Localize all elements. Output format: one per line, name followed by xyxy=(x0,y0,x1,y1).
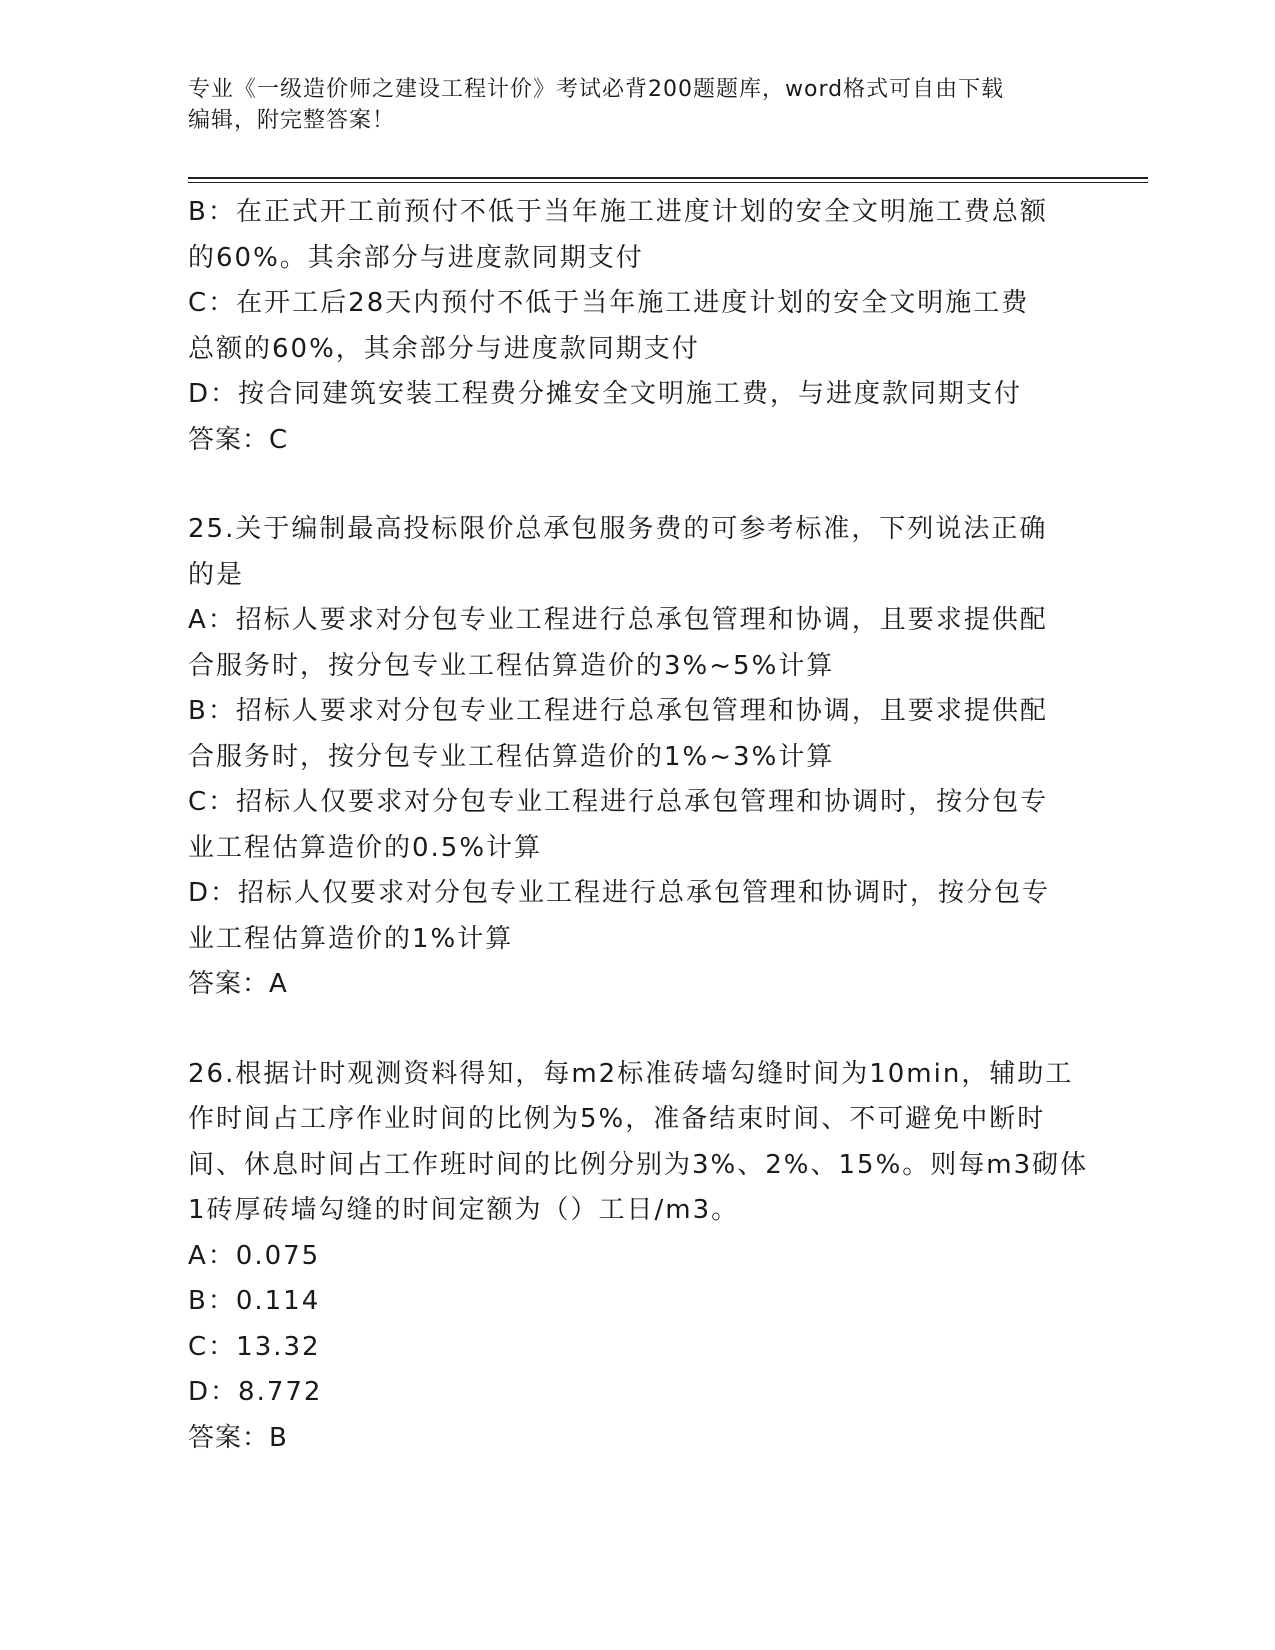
question-stem-line-3: 间、休息时间占工作班时间的比例分别为3%、2%、15%。则每m3砌体 xyxy=(188,1149,1089,1180)
question-26 xyxy=(188,1052,1088,1462)
question-stem-line-2: 作时间占工序作业时间的比例为5%，准备结束时间、不可避免中断时 xyxy=(188,1104,1046,1134)
question-24 xyxy=(188,190,1088,463)
answer-text: 答案：A xyxy=(188,969,288,999)
option-c-line-1: C：招标人仅要求对分包专业工程进行总承包管理和协调时，按分包专 xyxy=(188,787,1049,817)
option-a-line-1: A：招标人要求对分包专业工程进行总承包管理和协调，且要求提供配 xyxy=(188,605,1048,635)
header-line-1: 专业《一级造价师之建设工程计价》考试必背200题题库，word格式可自由下载 xyxy=(188,77,1005,102)
question-stem-line-2: 的是 xyxy=(188,559,245,590)
option-d-line-1: D：招标人仅要求对分包专业工程进行总承包管理和协调时，按分包专 xyxy=(188,878,1051,908)
header-divider-thin xyxy=(188,182,1148,183)
answer-text: 答案：C xyxy=(188,424,289,455)
option-c: C：13.32 xyxy=(188,1331,321,1362)
option-c-line-2: 总额的60%，其余部分与进度款同期支付 xyxy=(188,333,700,364)
question-stem-line-4: 1砖厚砖墙勾缝的时间定额为（）工日/m3。 xyxy=(188,1195,740,1225)
option-c-line-2: 业工程估算造价的0.5%计算 xyxy=(188,832,543,863)
option-d: D：8.772 xyxy=(188,1377,323,1407)
option-a-line-2: 合服务时，按分包专业工程估算造价的3%~5%计算 xyxy=(188,650,835,681)
document-header xyxy=(188,74,1068,136)
option-b-line-2: 合服务时，按分包专业工程估算造价的1%~3%计算 xyxy=(188,741,835,772)
option-d-line-1: D：按合同建筑安装工程费分摊安全文明施工费，与进度款同期支付 xyxy=(188,379,1023,409)
question-25 xyxy=(188,507,1088,1008)
option-b-line-1: B：在正式开工前预付不低于当年施工进度计划的安全文明施工费总额 xyxy=(188,197,1048,227)
option-b: B：0.114 xyxy=(188,1286,321,1316)
document-body xyxy=(188,190,1088,1461)
header-line-2: 编辑，附完整答案！ xyxy=(188,108,396,133)
option-b-line-1: B：招标人要求对分包专业工程进行总承包管理和协调，且要求提供配 xyxy=(188,696,1048,726)
option-b-line-2: 的60%。其余部分与进度款同期支付 xyxy=(188,242,644,273)
option-a: A：0.075 xyxy=(188,1240,321,1271)
question-stem-line-1: 26.根据计时观测资料得知，每m2标准砖墙勾缝时间为10min，辅助工 xyxy=(188,1058,1074,1089)
option-c-line-1: C：在开工后28天内预付不低于当年施工进度计划的安全文明施工费 xyxy=(188,288,1030,318)
question-stem-line-1: 25.关于编制最高投标限价总承包服务费的可参考标准，下列说法正确 xyxy=(188,514,1048,544)
answer-text: 答案：B xyxy=(188,1422,288,1453)
option-d-line-2: 业工程估算造价的1%计算 xyxy=(188,923,514,954)
spacer xyxy=(188,1008,1088,1052)
header-divider-thick xyxy=(188,177,1148,179)
spacer xyxy=(188,463,1088,507)
